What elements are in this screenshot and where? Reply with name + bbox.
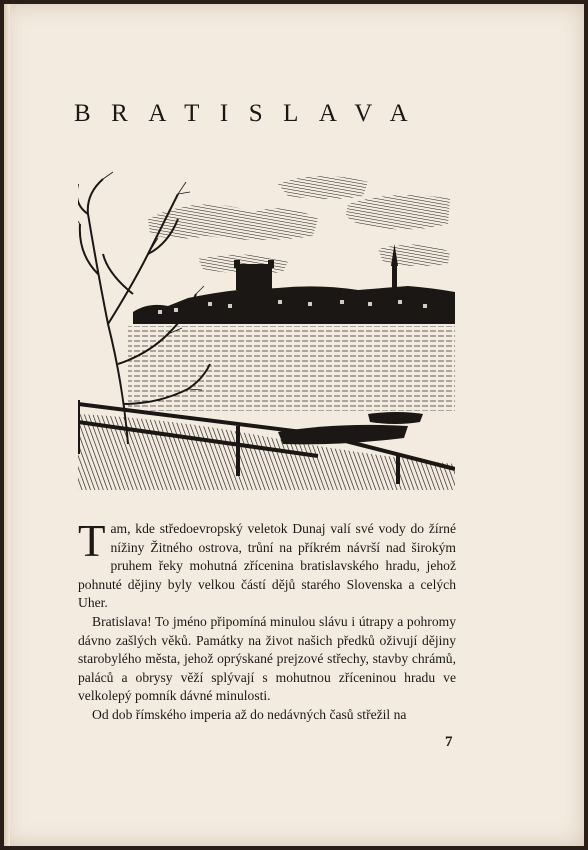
boats xyxy=(278,412,423,444)
drop-cap: T xyxy=(78,516,106,566)
page-number: 7 xyxy=(445,734,453,750)
paragraph-1-text: am, kde středoevropský veletok Dunaj valí své vody do žírné nížiny Žitného ostrova, trůní na příkrém návrší nad širokým pruhem řeky mohutná zřícenina bratislavského hradu, jehož pohnuté dějiny byly velkou částí dějů starého Slovenska a celých Uher. xyxy=(78,521,456,611)
sky-clouds xyxy=(148,176,450,273)
body-text xyxy=(78,516,456,725)
bratislava-castle-engraving xyxy=(78,164,455,490)
paragraph-2: Bratislava! To jméno připomíná minulou slávu i útrapy a pohromy dávno zašlých věků. Památky na život našich předků oživují dějiny starobylého města, jehož oprýskané prejzové střechy, stavby chrámů, paláců a obrysy věží splývají s mohutnou zříceninou hradu ve velkolepý pomník dávné minulosti. xyxy=(78,613,456,704)
paragraph-1 xyxy=(78,516,456,613)
page-edge-shadow xyxy=(4,4,10,846)
paragraph-3: Od dob římského imperia až do nedávných časů střežil na xyxy=(92,706,407,722)
danube-river xyxy=(128,326,455,411)
page-title: BRATISLAVA xyxy=(74,100,429,127)
book-page xyxy=(4,4,584,846)
